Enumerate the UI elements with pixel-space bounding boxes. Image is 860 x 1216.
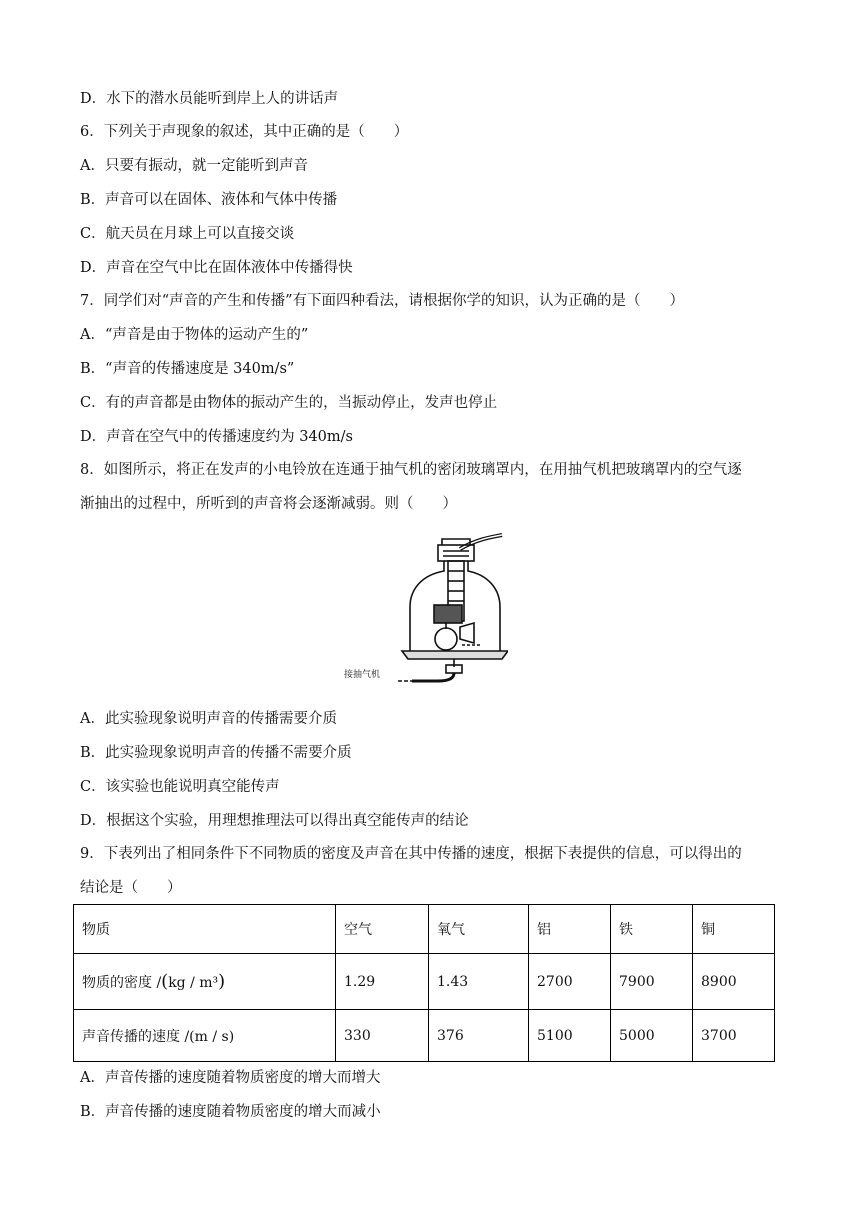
row-label: 声音传播的速度 /(m / s) [74, 1010, 336, 1062]
option-8b: B．此实验现象说明声音的传播不需要介质 [80, 745, 352, 761]
option-8d: D．根据这个实验，用理想推理法可以得出真空能传声的结论 [80, 813, 469, 829]
speed-label: 声音传播的速度 [82, 1028, 180, 1045]
question-6: 6．下列关于声现象的叙述，其中正确的是（ ） [80, 124, 409, 140]
option-7c: C．有的声音都是由物体的振动产生的，当振动停止，发声也停止 [80, 395, 498, 411]
option-6c: C．航天员在月球上可以直接交谈 [80, 226, 295, 242]
option-7b: B．“声音的传播速度是 340m/s” [80, 361, 295, 377]
question-8-line2: 渐抽出的过程中，所听到的声音将会逐渐减弱。则（ ） [80, 496, 457, 512]
table-cell: 376 [429, 1010, 529, 1062]
question-9-line1: 9．下表列出了相同条件下不同物质的密度及声音在其中传播的速度，根据下表提供的信息，可以得出的 [80, 846, 742, 862]
table-row [74, 1010, 775, 1062]
question-9-line2: 结论是（ ） [80, 880, 182, 896]
header-cell: 铝 [529, 905, 611, 954]
header-cell: 空气 [336, 905, 429, 954]
table-cell: 330 [336, 1010, 429, 1062]
question-7: 7．同学们对“声音的产生和传播”有下面四种看法，请根据你学的知识，认为正确的是（ ） [80, 293, 685, 309]
table-cell: 3700 [693, 1010, 775, 1062]
table-row [74, 905, 775, 954]
table-cell: 2700 [529, 954, 611, 1010]
row-label: 物质的密度 /(kg / m³) [74, 954, 336, 1010]
bell-jar-figure [342, 527, 508, 687]
density-unit: kg / m³ [168, 975, 219, 991]
question-8-line1: 8．如图所示，将正在发声的小电铃放在连通于抽气机的密闭玻璃罩内，在用抽气机把玻璃罩内的空气逐 [80, 462, 742, 478]
pump-label: 接抽气机 [344, 670, 381, 680]
speed-unit: m / s [194, 1028, 229, 1045]
option-8c: C．该实验也能说明真空能传声 [80, 779, 280, 795]
table-cell: 1.43 [429, 954, 529, 1010]
density-speed-table [73, 904, 775, 1062]
table-cell: 1.29 [336, 954, 429, 1010]
option-6d: D．声音在空气中比在固体液体中传播得快 [80, 260, 353, 276]
option-7d: D．声音在空气中的传播速度约为 340m/s [80, 429, 353, 445]
header-cell: 铜 [693, 905, 775, 954]
option-7a: A．“声音是由于物体的运动产生的” [80, 327, 309, 343]
option-9a: A．声音传播的速度随着物质密度的增大而增大 [80, 1070, 381, 1086]
option-6a: A．只要有振动，就一定能听到声音 [80, 158, 308, 174]
header-cell: 铁 [611, 905, 693, 954]
table-row [74, 954, 775, 1010]
option-5d: D．水下的潜水员能听到岸上人的讲话声 [80, 91, 339, 107]
table-cell: 8900 [693, 954, 775, 1010]
option-9b: B．声音传播的速度随着物质密度的增大而减小 [80, 1104, 381, 1120]
table-cell: 5100 [529, 1010, 611, 1062]
density-label: 物质的密度 [82, 975, 152, 991]
header-cell: 物质 [74, 905, 336, 954]
table-cell: 5000 [611, 1010, 693, 1062]
header-cell: 氧气 [429, 905, 529, 954]
option-6b: B．声音可以在固体、液体和气体中传播 [80, 192, 338, 208]
option-8a: A．此实验现象说明声音的传播需要介质 [80, 711, 337, 727]
table-cell: 7900 [611, 954, 693, 1010]
